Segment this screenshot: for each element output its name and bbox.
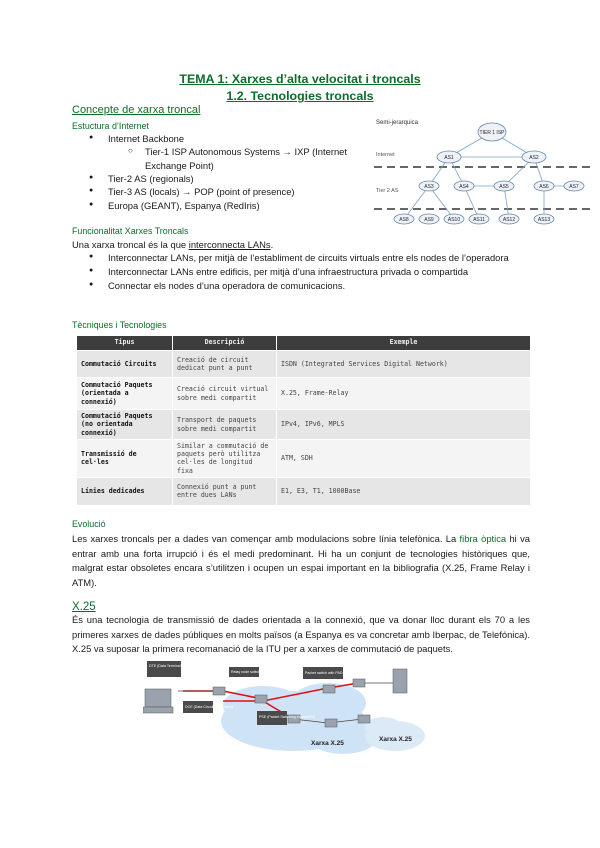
table-cell: Connexió punt a punt entre dues LANs [173, 477, 277, 505]
node-as10: AS10 [447, 217, 461, 223]
table-cell: Commutació Circuits [77, 351, 173, 378]
x25-text: És una tecnologia de transmissió de dades orientada a la connexió, que va donar lloc durant els 70 a les primeres xarxes de dades públiques en molts països (a Espanya es va concretar amb Iberpac, de Telefónica). X.25 va suposar la primera recomanació de la ITU per a xarxes de commutació de paquets. [72, 614, 530, 655]
node-as5: AS5 [499, 184, 509, 190]
node-as8: AS8 [399, 217, 409, 223]
table-cell: Línies dedicades [77, 477, 173, 505]
node-as1: AS1 [444, 155, 454, 161]
interconnecta-link: interconnecta LANs [188, 239, 271, 250]
diagram-label-internet: Internet [376, 152, 395, 158]
x25-heading: X.25 [72, 601, 96, 613]
table-cell: Commutació Paquets (no orientada connexió) [77, 410, 173, 440]
table-cell: X.25, Frame-Relay [277, 378, 531, 410]
tecniques-heading: Tècniques i Tecnologies [72, 320, 167, 330]
callout-dte: DTE (Data Terminal Equipment) [149, 664, 200, 668]
internet-structure-diagram [374, 114, 590, 230]
node-as4: AS4 [459, 184, 469, 190]
column-header: Exemple [277, 336, 531, 351]
list-item: ● Tier-2 AS (regionals) [108, 172, 370, 185]
table-row [77, 440, 531, 478]
table-cell: ISDN (Integrated Services Digital Network) [277, 351, 531, 378]
callout-dce: DCE (Data Circuit Equipment) [185, 705, 233, 709]
node-as3: AS3 [424, 184, 434, 190]
table-row [77, 477, 531, 505]
node-as9: AS9 [424, 217, 434, 223]
table-row [77, 351, 531, 378]
node-as6: AS6 [539, 184, 549, 190]
structure-list [108, 132, 370, 212]
terminal-device [145, 689, 171, 707]
funcionalitat-list [108, 251, 530, 293]
list-item: ● Internet Backbone [108, 132, 370, 145]
x25-cloud-secondary [365, 717, 425, 751]
cloud-label: Xarxa X.25 [311, 740, 344, 747]
server-device [393, 669, 407, 693]
x25-network-diagram [143, 661, 433, 766]
diagram-label-tier2: Tier 2 AS [376, 188, 399, 194]
column-header: Tipus [77, 336, 173, 351]
evolucio-text: Les xarxes troncals per a dades van començar amb modulacions sobre línia telefònica. La fibra òptica hi va entrar amb una forta irrupció i és el medi predominant. Hi ha un conjunt de tecnologies històriques que, malgrat estar obsoletes encara s’utilitzen i ocupen un espai important en la bibliografia (X.25, Frame Relay i ATM). [72, 533, 530, 588]
node-as12: AS12 [502, 217, 516, 223]
table-cell: ATM, SDH [277, 440, 531, 478]
page-subtitle: 1.2. Tecnologies troncals [226, 89, 374, 103]
callout-pad: Packet switch with PAD [305, 671, 343, 675]
table-cell: Transmissió de cel·les [77, 440, 173, 478]
table-cell: Creació circuit virtual sobre medi compartit [173, 378, 277, 410]
list-item: ● Tier-3 AS (locals) → POP (point of presence) [108, 185, 370, 198]
node-tier1: TIER 1 ISP [479, 130, 505, 136]
node-as13: AS13 [537, 217, 551, 223]
list-item: ○ Tier-1 ISP Autonomous Systems → IXP (Internet Exchange Point) [145, 145, 370, 172]
evolucio-heading: Evolució [72, 519, 106, 529]
table-cell: Creació de circuit dedicat punt a punt [173, 351, 277, 378]
column-header: Descripció [173, 336, 277, 351]
node-as11: AS11 [473, 217, 485, 223]
tecniques-table [76, 335, 531, 506]
concept-heading: Concepte de xarxa troncal [72, 104, 201, 116]
table-cell: Commutació Paquets (orientada a connexió) [77, 378, 173, 410]
callout-pse: PSE (Packet Switching Equipment) [259, 715, 316, 719]
list-item: ● Connectar els nodes d’una operadora de comunicacions. [108, 279, 530, 293]
funcionalitat-intro: Una xarxa troncal és la que interconnecta LANs. [72, 239, 274, 250]
cloud-label: Xarxa X.25 [379, 736, 412, 743]
table-cell: Transport de paquets sobre medi compartit [173, 410, 277, 440]
table-cell: IPv4, IPv6, MPLS [277, 410, 531, 440]
list-item: ● Interconnectar LANs, per mitjà de l’establiment de circuits virtuals entre els nodes de l’operadora [108, 251, 530, 265]
table-row [77, 410, 531, 440]
callout-relay: Relay node switch [231, 670, 261, 674]
table-row [77, 378, 531, 410]
funcionalitat-heading: Funcionalitat Xarxes Troncals [72, 226, 189, 236]
fibra-optica-highlight: fibra òptica [459, 533, 507, 544]
node-as7: AS7 [569, 184, 579, 190]
page-title: TEMA 1: Xarxes d’alta velocitat i troncals [179, 72, 421, 86]
table-cell: Similar a commutació de paquets però utilitza cel·les de longitud fixa [173, 440, 277, 478]
table-cell: E1, E3, T1, 1000Base [277, 477, 531, 505]
node-as2: AS2 [529, 155, 539, 161]
list-item: ● Europa (GEANT), Espanya (RedIris) [108, 199, 370, 212]
list-item: ● Interconnectar LANs entre edificis, per mitjà d’una infraestructura privada o compartida [108, 265, 530, 279]
diagram-legend: Semi-jerarquica [376, 120, 419, 126]
structure-heading: Estuctura d’Internet [72, 121, 149, 131]
